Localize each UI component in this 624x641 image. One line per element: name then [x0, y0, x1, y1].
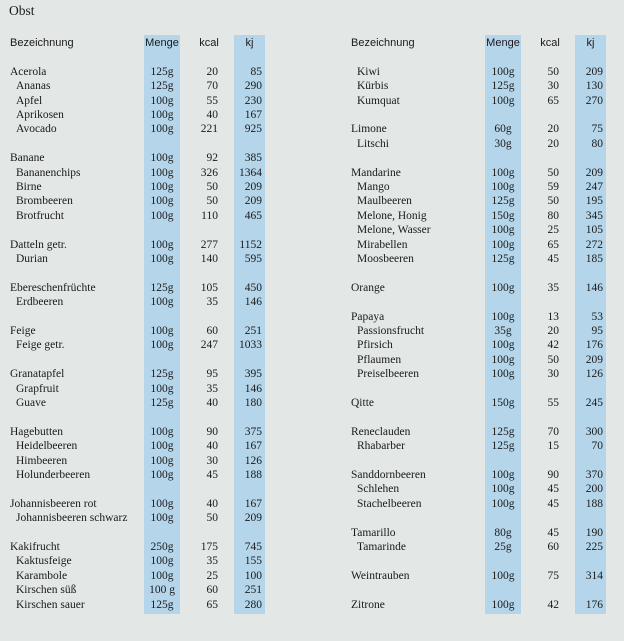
table-row	[0, 497, 624, 511]
kj-value: 465	[244, 209, 262, 222]
fruit-name: Reneclauden	[351, 425, 411, 438]
kj-value: 180	[244, 397, 262, 409]
menge-value: 100g	[150, 469, 174, 481]
kcal-value: 65	[547, 238, 559, 251]
fruit-name: Birne	[16, 181, 42, 193]
kcal-value: 60	[206, 325, 218, 337]
menge-value: 125g	[150, 80, 174, 93]
kcal-value: 35	[547, 281, 559, 294]
menge-value: 100g	[491, 569, 515, 582]
kcal-value: 30	[547, 368, 559, 381]
fruit-name: Limone	[351, 123, 387, 136]
menge-value: 100g	[491, 483, 515, 496]
kj-value: 1033	[239, 339, 262, 352]
fruit-name: Litschi	[357, 137, 389, 150]
table-row	[0, 382, 624, 396]
menge-value: 250g	[150, 541, 174, 553]
fruit-name: Kirschen sauer	[16, 598, 85, 611]
kj-value: 270	[585, 94, 603, 107]
table-row	[0, 281, 624, 295]
kj-value: 395	[244, 368, 262, 381]
kcal-value: 40	[206, 397, 218, 409]
kj-value: 385	[244, 152, 262, 165]
menge-value: 100g	[150, 94, 174, 107]
kj-value: 176	[585, 598, 603, 611]
table-row	[0, 94, 624, 108]
kj-value: 155	[244, 555, 262, 568]
fruit-name: Johannisbeeren schwarz	[16, 512, 128, 525]
kj-value: 185	[585, 253, 603, 265]
menge-value: 125g	[491, 80, 515, 93]
kcal-value: 247	[200, 339, 218, 352]
menge-value: 100g	[150, 296, 174, 309]
table-row	[0, 194, 624, 208]
header-name: Bezeichnung	[351, 37, 415, 49]
kj-value: 209	[244, 512, 262, 525]
kj-value: 595	[244, 253, 262, 265]
menge-value: 125g	[150, 598, 174, 611]
kj-value: 209	[585, 166, 603, 179]
kj-value: 209	[244, 181, 262, 193]
kj-value: 105	[585, 224, 603, 237]
menge-value: 150g	[491, 397, 515, 409]
kcal-value: 45	[547, 253, 559, 265]
menge-value: 100g	[150, 425, 174, 438]
fruit-name: Brombeeren	[16, 195, 73, 208]
table-row	[0, 338, 624, 352]
kj-value: 53	[591, 310, 603, 323]
fruit-name: Stachelbeeren	[357, 497, 422, 510]
kj-value: 272	[585, 238, 603, 251]
menge-value: 125g	[150, 368, 174, 381]
fruit-name: Qitte	[351, 397, 374, 409]
fruit-name: Holunderbeeren	[16, 469, 91, 481]
kcal-value: 60	[206, 584, 218, 597]
kcal-value: 175	[200, 541, 218, 553]
table-row	[0, 151, 624, 165]
table-row	[0, 454, 624, 468]
fruit-name: Zitrone	[351, 598, 385, 611]
page-title: Obst	[9, 3, 35, 18]
fruit-name: Hagebutten	[10, 425, 64, 438]
menge-value: 125g	[491, 195, 515, 208]
table-row	[0, 367, 624, 381]
kcal-value: 50	[547, 65, 559, 78]
kcal-value: 45	[547, 526, 559, 539]
kj-value: 247	[585, 181, 603, 193]
table-row	[0, 396, 624, 410]
table-row	[0, 252, 624, 266]
kj-value: 280	[244, 598, 262, 611]
fruit-name: Schlehen	[357, 483, 400, 496]
kcal-value: 25	[547, 224, 559, 237]
table-row	[0, 137, 624, 151]
menge-value: 35g	[494, 325, 512, 337]
kcal-value: 20	[547, 325, 559, 337]
kj-value: 80	[591, 137, 603, 150]
kj-value: 146	[585, 281, 603, 294]
table-row	[0, 569, 624, 583]
menge-value: 100g	[150, 195, 174, 208]
fruit-name: Acerola	[10, 65, 47, 78]
fruit-name: Guave	[16, 397, 47, 409]
kj-value: 130	[585, 80, 603, 93]
menge-value: 100g	[150, 555, 174, 568]
fruit-name: Passionsfrucht	[357, 325, 425, 337]
menge-value: 100g	[150, 166, 174, 179]
kcal-value: 90	[547, 469, 559, 481]
menge-value: 100g	[491, 224, 515, 237]
fruit-name: Tamarillo	[351, 526, 396, 539]
fruit-name: Rhabarber	[357, 440, 405, 453]
kcal-value: 45	[547, 483, 559, 496]
kj-value: 195	[585, 195, 603, 208]
table-row	[0, 353, 624, 367]
table-row	[0, 511, 624, 525]
kcal-value: 140	[200, 253, 218, 265]
menge-value: 125g	[491, 440, 515, 453]
fruit-name: Kaktusfeige	[16, 555, 72, 568]
fruit-name: Ananas	[16, 80, 51, 93]
kj-value: 300	[585, 425, 603, 438]
kcal-value: 45	[206, 469, 218, 481]
kj-value: 188	[244, 469, 262, 481]
menge-value: 100g	[150, 454, 174, 467]
kcal-value: 40	[206, 109, 218, 121]
table-row	[0, 583, 624, 597]
kcal-value: 35	[206, 296, 218, 309]
fruit-name: Ebereschenfrüchte	[10, 281, 96, 294]
table-header-right	[0, 36, 624, 50]
fruit-name: Brotfrucht	[16, 209, 64, 222]
menge-value: 100g	[150, 181, 174, 193]
kj-value: 100	[244, 569, 262, 582]
kcal-value: 59	[547, 181, 559, 193]
menge-value: 125g	[491, 253, 515, 265]
table-row	[0, 439, 624, 453]
kcal-value: 25	[206, 569, 218, 582]
kcal-value: 40	[206, 497, 218, 510]
fruit-name: Avocado	[16, 123, 57, 136]
fruit-name: Aprikosen	[16, 109, 64, 121]
kcal-value: 92	[206, 152, 218, 165]
kcal-value: 75	[547, 569, 559, 582]
fruit-name: Kakifrucht	[10, 541, 60, 553]
menge-value: 100g	[491, 94, 515, 107]
table-row	[0, 295, 624, 309]
kcal-value: 50	[547, 166, 559, 179]
kj-value: 230	[244, 94, 262, 107]
kcal-value: 45	[547, 497, 559, 510]
table-row	[0, 79, 624, 93]
table-row	[0, 598, 624, 612]
table-row	[0, 122, 624, 136]
menge-value: 125g	[150, 397, 174, 409]
fruit-name: Banane	[10, 152, 45, 165]
table-row	[0, 468, 624, 482]
kj-value: 176	[585, 339, 603, 352]
kcal-value: 42	[547, 598, 559, 611]
fruit-name: Feige	[10, 325, 36, 337]
kcal-value: 90	[206, 425, 218, 438]
kj-value: 290	[244, 80, 262, 93]
kcal-value: 70	[547, 425, 559, 438]
kj-value: 190	[585, 526, 603, 539]
fruit-name: Johannisbeeren rot	[10, 497, 97, 510]
table-row	[0, 166, 624, 180]
kj-value: 200	[585, 483, 603, 496]
fruit-name: Bananenchips	[16, 166, 81, 179]
menge-value: 100g	[491, 598, 515, 611]
kj-value: 146	[244, 382, 262, 395]
kcal-value: 20	[206, 65, 218, 78]
menge-value: 100g	[491, 281, 515, 294]
menge-value: 100g	[491, 497, 515, 510]
kcal-value: 65	[206, 598, 218, 611]
table-row	[0, 540, 624, 554]
kcal-value: 70	[206, 80, 218, 93]
kj-value: 1364	[239, 166, 262, 179]
kcal-value: 35	[206, 555, 218, 568]
menge-value: 100g	[491, 238, 515, 251]
kj-value: 450	[244, 281, 262, 294]
menge-value: 125g	[491, 425, 515, 438]
kcal-value: 13	[547, 310, 559, 323]
kj-value: 167	[244, 497, 262, 510]
table-row	[0, 310, 624, 324]
kj-value: 209	[585, 65, 603, 78]
menge-value: 100g	[491, 469, 515, 481]
kcal-value: 50	[547, 195, 559, 208]
fruit-name: Pfirsich	[357, 339, 393, 352]
fruit-name: Granatapfel	[10, 368, 65, 381]
kj-value: 146	[244, 296, 262, 309]
fruit-name: Erdbeeren	[16, 296, 64, 309]
menge-value: 100g	[491, 166, 515, 179]
menge-value: 100g	[150, 109, 174, 121]
header-kj: kj	[586, 37, 595, 49]
fruit-name: Weintrauben	[351, 569, 410, 582]
fruit-name: Mandarine	[351, 166, 401, 179]
kcal-value: 42	[547, 339, 559, 352]
fruit-name: Preiselbeeren	[357, 368, 419, 381]
menge-value: 125g	[150, 281, 174, 294]
kj-value: 167	[244, 440, 262, 453]
kj-value: 70	[591, 440, 603, 453]
fruit-name: Sanddornbeeren	[351, 469, 426, 481]
menge-value: 100g	[491, 353, 515, 366]
menge-value: 125g	[150, 65, 174, 78]
fruit-name: Maulbeeren	[357, 195, 412, 208]
kcal-value: 110	[201, 209, 218, 222]
kcal-value: 50	[547, 353, 559, 366]
kcal-value: 221	[200, 123, 218, 136]
menge-value: 100g	[491, 310, 515, 323]
kcal-value: 65	[547, 94, 559, 107]
kj-value: 126	[585, 368, 603, 381]
fruit-name: Feige getr.	[16, 339, 65, 352]
kj-value: 925	[244, 123, 262, 136]
kcal-value: 20	[547, 123, 559, 136]
table-row	[0, 238, 624, 252]
kj-value: 126	[244, 454, 262, 467]
menge-value: 100g	[491, 65, 515, 78]
menge-value: 100g	[150, 123, 174, 136]
fruit-name: Apfel	[16, 94, 43, 107]
kj-value: 209	[244, 195, 262, 208]
kcal-value: 50	[206, 195, 218, 208]
kcal-value: 80	[547, 209, 559, 222]
fruit-name: Kirschen süß	[16, 584, 77, 597]
kcal-value: 105	[200, 281, 218, 294]
menge-value: 100g	[150, 440, 174, 453]
kcal-value: 55	[206, 94, 218, 107]
header-kcal: kcal	[540, 37, 560, 49]
kj-value: 345	[585, 209, 603, 222]
kcal-value: 60	[547, 541, 559, 553]
table-row	[0, 108, 624, 122]
fruit-name: Kiwi	[357, 65, 380, 78]
menge-value: 100g	[150, 339, 174, 352]
fruit-name: Papaya	[351, 310, 385, 323]
fruit-name: Melone, Wasser	[357, 224, 431, 237]
menge-value: 100 g	[149, 584, 175, 597]
header-kj: kj	[245, 37, 254, 49]
kcal-value: 15	[547, 440, 559, 453]
menge-value: 100g	[150, 209, 174, 222]
fruit-name: Kürbis	[357, 80, 389, 93]
kj-value: 167	[244, 109, 262, 121]
header-menge: Menge	[486, 37, 520, 49]
table-row	[0, 223, 624, 237]
table-row	[0, 554, 624, 568]
kj-value: 1152	[239, 238, 262, 251]
fruit-name: Mirabellen	[357, 238, 408, 251]
table-row	[0, 482, 624, 496]
fruit-name: Mango	[357, 181, 390, 193]
kj-value: 225	[585, 541, 603, 553]
kcal-value: 40	[206, 440, 218, 453]
menge-value: 100g	[150, 325, 174, 337]
menge-value: 30g	[494, 137, 512, 150]
kj-value: 95	[591, 325, 603, 337]
kj-value: 251	[244, 584, 262, 597]
fruit-name: Karambole	[16, 569, 68, 582]
menge-value: 150g	[491, 209, 515, 222]
fruit-name: Himbeeren	[16, 454, 68, 467]
kcal-value: 55	[547, 397, 559, 409]
kcal-value: 30	[206, 454, 218, 467]
kj-value: 251	[244, 325, 262, 337]
menge-value: 100g	[491, 368, 515, 381]
menge-value: 100g	[491, 339, 515, 352]
kj-value: 370	[585, 469, 603, 481]
kj-value: 245	[585, 397, 603, 409]
fruit-name: Moosbeeren	[357, 253, 414, 265]
menge-value: 100g	[150, 238, 174, 251]
kcal-value: 95	[206, 368, 218, 381]
kcal-value: 35	[206, 382, 218, 395]
kcal-value: 50	[206, 512, 218, 525]
kcal-value: 30	[547, 80, 559, 93]
table-row	[0, 180, 624, 194]
header-kcal: kcal	[199, 37, 219, 49]
menge-value: 100g	[150, 497, 174, 510]
header-menge: Menge	[145, 37, 179, 49]
menge-value: 100g	[150, 569, 174, 582]
table-row	[0, 209, 624, 223]
menge-value: 100g	[150, 152, 174, 165]
fruit-name: Melone, Honig	[357, 209, 427, 222]
menge-value: 100g	[491, 181, 515, 193]
kj-value: 745	[244, 541, 262, 553]
header-name: Bezeichnung	[10, 37, 74, 49]
kcal-value: 20	[547, 137, 559, 150]
menge-value: 100g	[150, 253, 174, 265]
kcal-value: 277	[200, 238, 218, 251]
kj-value: 375	[244, 425, 262, 438]
kcal-value: 326	[200, 166, 218, 179]
fruit-name: Tamarinde	[357, 541, 407, 553]
table-row	[0, 324, 624, 338]
table-row	[0, 65, 624, 79]
fruit-name: Grapfruit	[16, 382, 59, 395]
fruit-name: Pflaumen	[357, 353, 402, 366]
fruit-name: Kumquat	[357, 94, 400, 107]
fruit-name: Durian	[16, 253, 48, 265]
menge-value: 100g	[150, 382, 174, 395]
menge-value: 80g	[494, 526, 512, 539]
kj-value: 209	[585, 353, 603, 366]
table-row	[0, 425, 624, 439]
kj-value: 188	[585, 497, 603, 510]
fruit-name: Orange	[351, 281, 385, 294]
table-row	[0, 526, 624, 540]
menge-value: 100g	[150, 512, 174, 525]
kj-value: 75	[591, 123, 603, 136]
fruit-name: Datteln getr.	[10, 238, 67, 251]
kj-value: 314	[585, 569, 603, 582]
menge-value: 60g	[494, 123, 512, 136]
kcal-value: 50	[206, 181, 218, 193]
fruit-name: Heidelbeeren	[16, 440, 78, 453]
menge-value: 25g	[494, 541, 512, 553]
kj-value: 85	[250, 65, 262, 78]
